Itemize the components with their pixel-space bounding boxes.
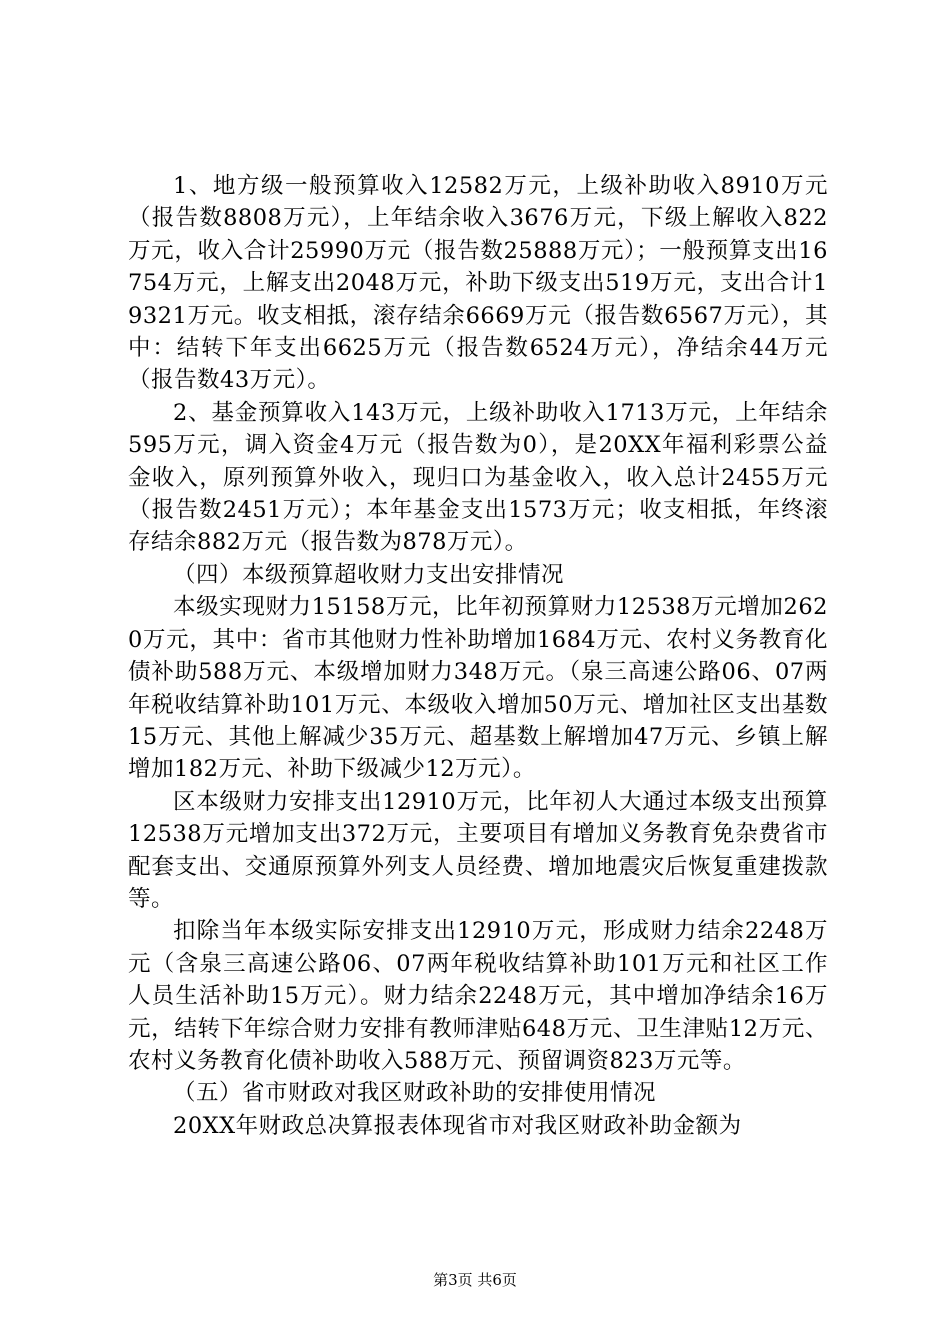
- paragraph-financial-surplus: 扣除当年本级实际安排支出12910万元，形成财力结余2248万元（含泉三高速公路06、07两年税收结算补助101万元和社区工作人员生活补助15万元）。财力结余2248万元，其中增加净结余16万元，结转下年综合财力安排有教师津贴648万元、卫生津贴12万元、农村义务教育化债补助收入588万元、预留调资823万元等。: [128, 918, 828, 1074]
- paragraph-general-budget: 1、地方级一般预算收入12582万元，上级补助收入8910万元（报告数8808万元），上年结余收入3676万元，下级上解收入822万元，收入合计25990万元（报告数25888万元）；一般预算支出16754万元，上解支出2048万元，补助下级支出519万元，支出合计19321万元。收支相抵，滚存结余6669万元（报告数6567万元），其中：结转下年支出6625万元（报告数6524万元），净结余44万元（报告数43万元）。: [128, 173, 828, 394]
- paragraph-financial-capacity: 本级实现财力15158万元，比年初预算财力12538万元增加2620万元，其中：省市其他财力性补助增加1684万元、农村义务教育化债补助588万元、本级增加财力348万元。（泉三高速公路06、07两年税收结算补助101万元、本级收入增加50万元、增加社区支出基数15万元、其他上解减少35万元、超基数上解增加47万元、乡镇上解增加182万元、补助下级减少12万元）。: [128, 594, 828, 783]
- document-body: [128, 170, 828, 1142]
- section-heading-4: （四）本级预算超收财力支出安排情况: [173, 561, 565, 588]
- section-heading-5: （五）省市财政对我区财政补助的安排使用情况: [173, 1080, 657, 1107]
- page-footer: 第3页 共6页: [433, 1271, 517, 1289]
- paragraph-fund-budget: 2、基金预算收入143万元，上级补助收入1713万元，上年结余595万元，调入资金4万元（报告数为0），是20XX年福利彩票公益金收入，原列预算外收入，现归口为基金收入，收入总计2455万元（报告数2451万元）；本年基金支出1573万元；收支相抵，年终滚存结余882万元（报告数为878万元）。: [128, 399, 828, 556]
- paragraph-subsidy-amount: 20XX年财政总决算报表体现省市对我区财政补助金额为: [173, 1112, 742, 1139]
- paragraph-expenditure-arrangement: 区本级财力安排支出12910万元，比年初人大通过本级支出预算12538万元增加支出372万元，主要项目有增加义务教育免杂费省市配套支出、交通原预算外列支人员经费、增加地震灾后恢复重建拨款等。: [128, 788, 828, 912]
